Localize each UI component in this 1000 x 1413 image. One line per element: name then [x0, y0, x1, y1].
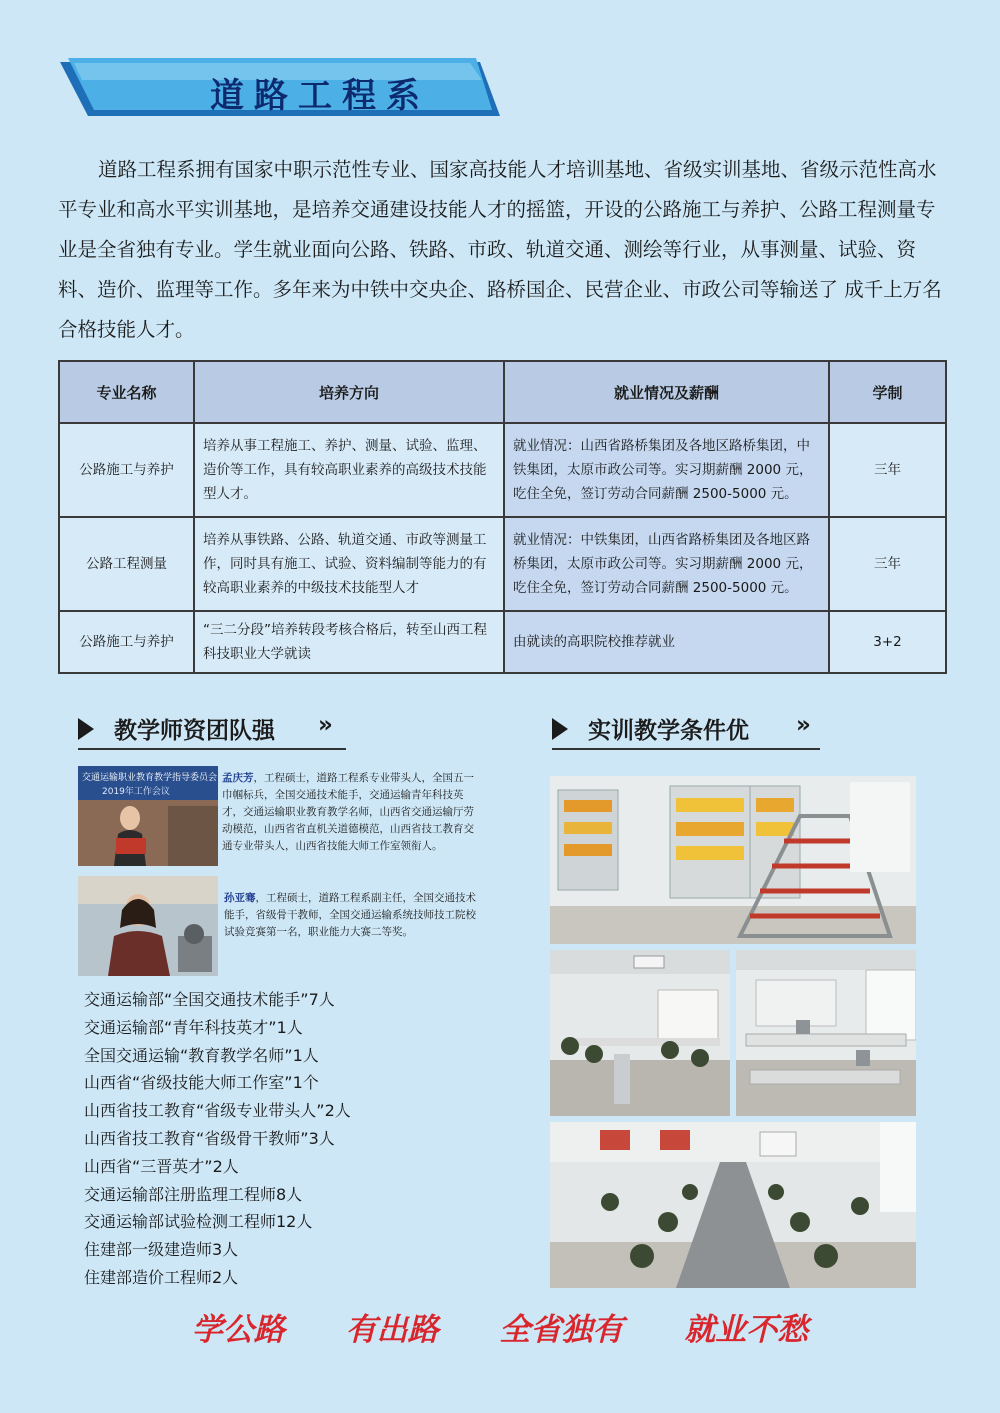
- title-banner: [60, 58, 500, 120]
- teacher-meng-image: [78, 766, 218, 866]
- list-item: 山西省“三晋英才”2人: [84, 1156, 239, 1176]
- table-header-row: [59, 361, 946, 423]
- section-title-facilities: 实训教学条件优: [588, 718, 749, 744]
- major-name: 公路工程测量: [59, 517, 194, 611]
- teacher-photo-sun: [78, 876, 218, 976]
- section-title-teachers: 教学师资团队强: [114, 718, 275, 744]
- section-header-facilities: [552, 708, 820, 748]
- list-item: 交通运输部试验检测工程师12人: [84, 1212, 313, 1232]
- section-header-teachers: [78, 708, 346, 748]
- intro-paragraph: 道路工程系拥有国家中职示范性专业、国家高技能人才培训基地、省级实训基地、省级示范性高水平专业和高水平实训基地，是培养交通建设技能人才的摇篮，开设的公路施工与养护、公路工程测量专业是全省独有专业。学生就业面向公路、铁路、市政、轨道交通、测绘等行业，从事测量、试验、资料、造价、监理等工作。多年来为中铁中交央企、路桥国企、民营企业、市政公司等输送了 成千上万名合格技能人才。: [58, 158, 942, 341]
- play-arrow-icon: [78, 718, 94, 740]
- computer-classroom-image: [550, 1122, 916, 1288]
- slogan-part: 学公路: [191, 1312, 285, 1348]
- table-row: [59, 517, 946, 611]
- double-chevron-icon: »: [318, 712, 333, 738]
- play-arrow-icon: [552, 718, 568, 740]
- table-row: [59, 423, 946, 517]
- lab-room-image: [550, 950, 730, 1116]
- teacher-desc-sun: [224, 890, 484, 941]
- major-employment: 由就读的高职院校推荐就业: [504, 611, 829, 673]
- major-years: 三年: [829, 423, 946, 517]
- facility-photo-classroom: [550, 1122, 916, 1288]
- header-years: 学制: [829, 361, 946, 423]
- section-underline: [78, 748, 346, 750]
- photo-banner-text: 交通运输职业教育教学指导委员会: [82, 773, 218, 783]
- header-direction: 培养方向: [194, 361, 504, 423]
- majors-table: [58, 360, 947, 674]
- slogan: [0, 1304, 1000, 1349]
- lab-room-image: [736, 950, 916, 1116]
- major-direction: 培养从事铁路、公路、轨道交通、市政等测量工作，同时具有施工、试验、资料编制等能力的有较高职业素养的中级技术技能型人才: [194, 517, 504, 611]
- major-years: 三年: [829, 517, 946, 611]
- slogan-part: 有出路: [345, 1312, 439, 1348]
- teacher-sun-image: [78, 876, 218, 976]
- facility-photo-lab-1: [550, 950, 730, 1116]
- list-item: 交通运输部注册监理工程师8人: [84, 1184, 303, 1204]
- table-row: [59, 611, 946, 673]
- teacher-bio: ，工程硕士，道路工程系专业带头人，全国五一巾帼标兵，全国交通技术能手，交通运输青年科技英才，交通运输职业教育教学名师，山西省交通运输厅劳动模范，山西省省直机关道德模范，山西省技工教育交通专业带头人，山西省技能大师工作室领衔人。: [222, 772, 474, 852]
- teacher-name: 孙亚骞: [224, 892, 256, 904]
- honors-list: [84, 986, 351, 1292]
- list-item: 全国交通运输“教育教学名师”1人: [84, 1045, 319, 1065]
- major-name: 公路施工与养护: [59, 611, 194, 673]
- major-employment: 就业情况：山西省路桥集团及各地区路桥集团，中铁集团，太原市政公司等。实习期薪酬 2000 元，吃住全免，签订劳动合同薪酬 2500-5000 元。: [504, 423, 829, 517]
- list-item: 山西省技工教育“省级骨干教师”3人: [84, 1128, 335, 1148]
- photo-year-text: 2019年工作会议: [102, 787, 170, 797]
- teacher-bio: ，工程硕士，道路工程系副主任，全国交通技术能手，省级骨干教师，全国交通运输系统技师技工院校试验竞赛第一名，职业能力大赛二等奖。: [224, 892, 476, 938]
- major-direction: 培养从事工程施工、养护、测量、试验、监理、造价等工作，具有较高职业素养的高级技术技能型人才。: [194, 423, 504, 517]
- major-employment: 就业情况：中铁集团，山西省路桥集团及各地区路桥集团，太原市政公司等。实习期薪酬 2000 元，吃住全免，签订劳动合同薪酬 2500-5000 元。: [504, 517, 829, 611]
- list-item: 山西省技工教育“省级专业带头人”2人: [84, 1101, 351, 1121]
- slogan-part: 就业不愁: [684, 1312, 809, 1348]
- page-title: 道路工程系: [210, 76, 430, 116]
- header-major-name: 专业名称: [59, 361, 194, 423]
- teacher-name: 孟庆芳: [222, 772, 254, 784]
- teacher-desc-meng: [222, 770, 484, 855]
- major-name: 公路施工与养护: [59, 423, 194, 517]
- list-item: 交通运输部“青年科技英才”1人: [84, 1017, 303, 1037]
- facility-photo-equipment: [550, 776, 916, 944]
- list-item: 交通运输部“全国交通技术能手”7人: [84, 990, 335, 1009]
- equipment-room-image: [550, 776, 916, 944]
- major-years: 3+2: [829, 611, 946, 673]
- major-direction: “三二分段”培养转段考核合格后，转至山西工程科技职业大学就读: [194, 611, 504, 673]
- teacher-photo-meng: [78, 766, 218, 866]
- section-underline: [552, 748, 820, 750]
- list-item: 住建部造价工程师2人: [84, 1267, 239, 1287]
- list-item: 山西省“省级技能大师工作室”1个: [84, 1073, 319, 1093]
- slogan-part: 全省独有: [499, 1312, 624, 1348]
- facility-photo-lab-2: [736, 950, 916, 1116]
- list-item: 住建部一级建造师3人: [84, 1240, 239, 1260]
- header-employment: 就业情况及薪酬: [504, 361, 829, 423]
- double-chevron-icon: »: [796, 712, 811, 738]
